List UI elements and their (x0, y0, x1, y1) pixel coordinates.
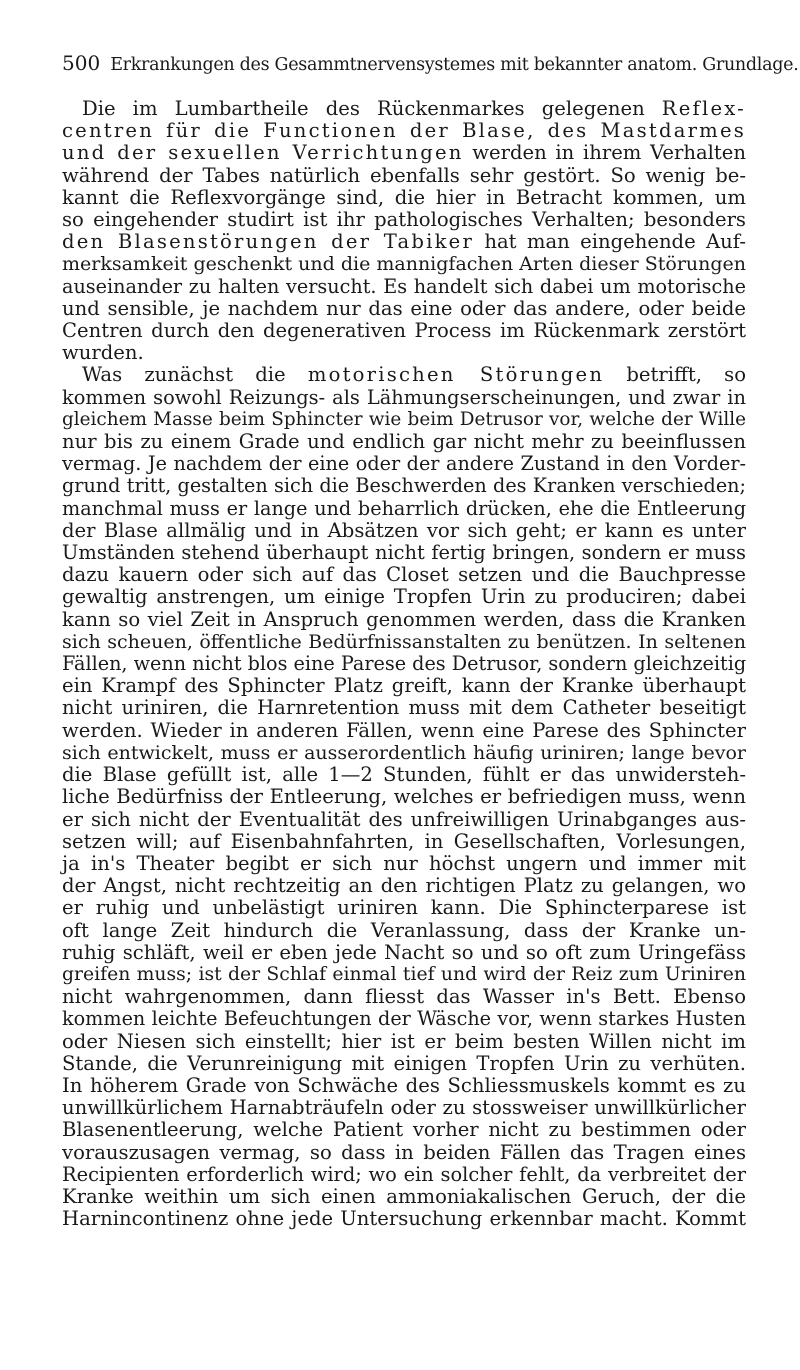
text-line: sich scheuen, öffentliche Bedürfnissanstalten zu benützen. In seltenen (62, 630, 746, 653)
text-line: setzen will; auf Eisenbahnfahrten, in Gesellschaften, Vorlesungen, (62, 829, 746, 853)
text-line: Fällen, wenn nicht blos eine Parese des Detrusor, sondern gleichzeitig (62, 652, 747, 676)
text-line (62, 142, 746, 164)
text-line: oft lange Zeit hindurch die Veranlassung, dass der Kranke un- (62, 918, 746, 942)
spaced-emphasis: Reflex- (661, 97, 746, 120)
text-line: In höherem Grade von Schwäche des Schliessmuskels kommt es zu (62, 1073, 746, 1097)
text-line: merksamkeit geschenkt und die mannigfachen Arten dieser Störungen (62, 253, 747, 276)
text-line (62, 364, 746, 386)
text-line: oder Niesen sich einstellt; hier ist er beim besten Willen nicht im (62, 1029, 746, 1053)
text-line: ja in's Theater begibt er sich nur höchst ungern und immer mit (62, 851, 746, 875)
text-line: der Angst, nicht rechtzeitig an den richtigen Platz zu gelangen, wo (62, 874, 746, 898)
text-line (62, 231, 746, 253)
text-line: der Blase allmälig und in Absätzen vor sich geht; er kann es unter (62, 518, 746, 542)
text-line: so eingehender studirt ist ihr pathologisches Verhalten; besonders (62, 208, 746, 232)
text-line: grund tritt, gestalten sich die Beschwerden des Kranken verschieden; (62, 474, 746, 498)
spaced-emphasis: und der sexuellen Verrichtungen (62, 141, 464, 165)
text-line: Harnincontinenz ohne jede Untersuchung erkennbar macht. Kommt (62, 1207, 746, 1231)
text-line: während der Tabes natürlich ebenfalls sehr gestört. So wenig be- (62, 163, 746, 187)
spaced-emphasis: den Blasenstörungen der Tabiker (62, 230, 475, 254)
text-line: gleichem Masse beim Sphincter wie beim Detrusor vor, welche der Wille (62, 408, 746, 430)
text-line: kommen sowohl Reizungs- als Lähmungserscheinungen, und zwar in (62, 385, 746, 409)
text-line: Recipienten erforderlich wird; wo ein solcher fehlt, da verbreitet der (62, 1162, 746, 1186)
text-line: er ruhig und unbelästigt uriniren kann. Die Sphincterparese ist (62, 896, 746, 920)
text-line: Centren durch den degenerativen Process im Rückenmark zerstört (62, 319, 746, 343)
text-run: betrifft, so (604, 363, 746, 387)
text-line: Stande, die Verunreinigung mit einigen Tropfen Urin zu verhüten. (62, 1051, 746, 1075)
text-line: unwillkürlichem Harnabträufeln oder zu stossweiser unwillkürlicher (62, 1096, 746, 1120)
text-line: Kranke weithin um sich einen ammoniakalischen Geruch, der die (62, 1184, 746, 1208)
spaced-emphasis: motorischen Störungen (307, 363, 605, 387)
text-line: manchmal muss er lange und beharrlich drücken, ehe die Entleerung (62, 496, 746, 520)
text-run: werden in ihrem Verhalten (463, 141, 746, 165)
text-run: Was zunächst die (82, 363, 308, 387)
text-line: kannt die Reflexvorgänge sind, die hier in Betracht kommen, um (62, 185, 746, 209)
text-line: gewaltig anstrengen, um einige Tropfen Urin zu produciren; dabei (62, 585, 746, 609)
text-line: greifen muss; ist der Schlaf einmal tief und wird der Reiz zum Uriniren (62, 963, 746, 985)
text-line: und sensible, je nachdem nur das eine oder das andere, oder beide (62, 296, 746, 320)
text-line: kann so viel Zeit in Anspruch genommen werden, dass die Kranken (62, 607, 746, 631)
text-line: die Blase gefüllt ist, alle 1—2 Stunden, fühlt er das unwidersteh- (62, 763, 746, 787)
text-run: Die im Lumbartheile des Rückenmarkes gelegenen (82, 97, 662, 120)
page-number: 500 (62, 51, 101, 75)
text-line: vorauszusagen vermag, so dass in beiden Fällen das Tragen eines (62, 1140, 746, 1164)
text-line: Blasenentleerung, welche Patient vorher nicht zu bestimmen oder (62, 1118, 746, 1142)
text-line: vermag. Je nachdem der eine oder der andere Zustand in den Vorder- (62, 452, 746, 476)
paragraph-1 (62, 98, 746, 364)
text-run: hat man eingehende Auf- (474, 230, 746, 254)
text-line: werden. Wieder in anderen Fällen, wenn eine Parese des Sphincter (62, 718, 746, 742)
running-title: Erkrankungen des Gesammtnervensystemes mit bekannter anatom. Grundlage. (110, 55, 799, 75)
text-line: ein Krampf des Sphincter Platz greift, kann der Kranke überhaupt (62, 674, 746, 698)
text-line: kommen leichte Befeuchtungen der Wäsche vor, wenn starkes Husten (62, 1007, 746, 1031)
body-text (62, 98, 746, 1230)
text-line: Umständen stehend überhaupt nicht fertig bringen, sondern er muss (62, 541, 746, 565)
text-line: liche Bedürfniss der Entleerung, welches er befriedigen muss, wenn (62, 785, 746, 809)
running-header (62, 51, 799, 75)
paragraph-2 (62, 364, 746, 1230)
text-line: ruhig schläft, weil er eben jede Nacht so und so oft zum Uringefäss (62, 940, 746, 964)
text-line: nicht uriniren, die Harnretention muss mit dem Catheter beseitigt (62, 696, 746, 720)
text-line: nicht wahrgenommen, dann fliesst das Wasser in's Bett. Ebenso (62, 985, 746, 1009)
text-line: auseinander zu halten versucht. Es handelt sich dabei um motorische (62, 274, 746, 298)
text-line (62, 98, 746, 120)
text-line: nur bis zu einem Grade und endlich gar nicht mehr zu beeinflussen (62, 430, 746, 454)
text-line: er sich nicht der Eventualität des unfreiwilligen Urinabganges aus- (62, 807, 746, 831)
text-line: wurden. (62, 341, 144, 365)
text-line: sich entwickelt, muss er ausserordentlich häufig uriniren; lange bevor (62, 741, 746, 764)
text-line: dazu kauern oder sich auf das Closet setzen und die Bauchpresse (62, 563, 746, 587)
text-line: centren für die Functionen der Blase, des Mastdarmes (62, 119, 746, 143)
